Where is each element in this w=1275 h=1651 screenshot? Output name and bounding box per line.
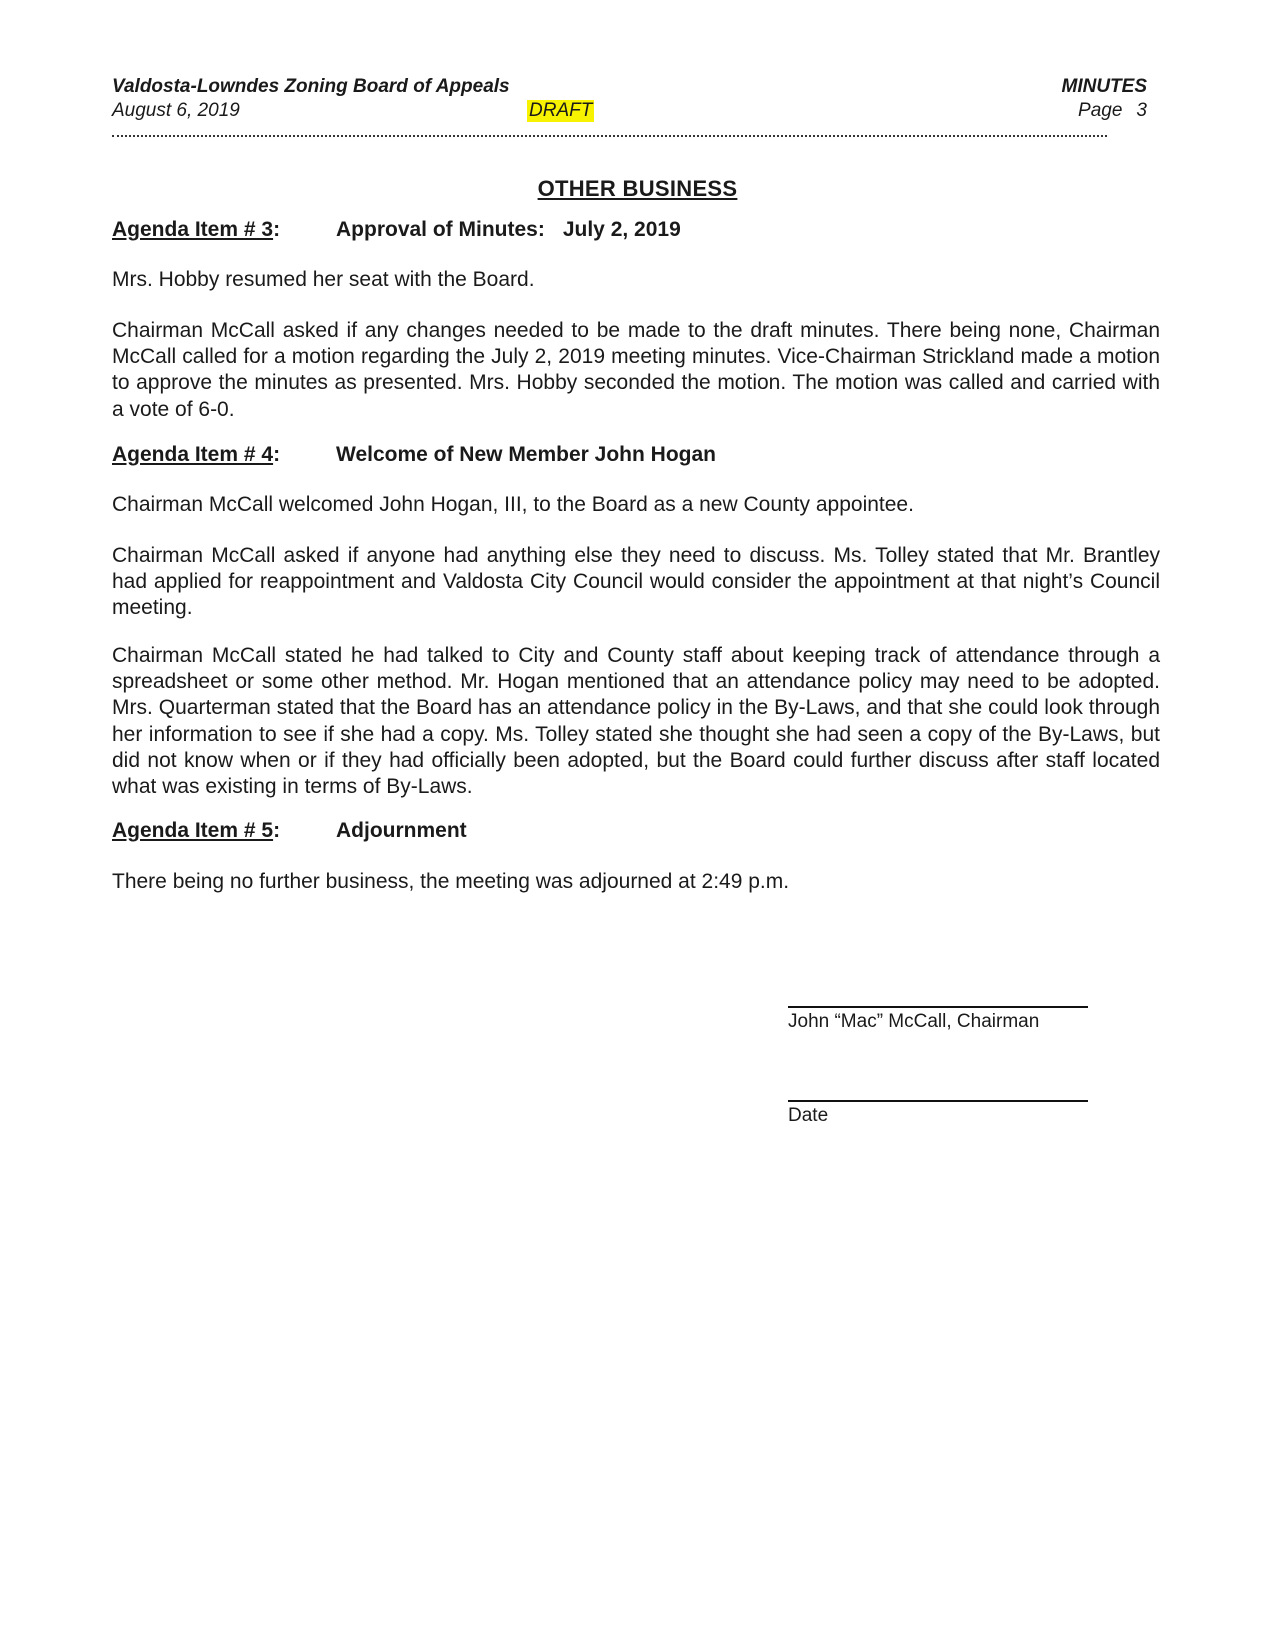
draft-highlight-badge: DRAFT <box>529 100 593 121</box>
agenda-item-3-title <box>336 217 681 243</box>
agenda-item-3-paragraph-1: Mrs. Hobby resumed her seat with the Board. <box>112 268 535 291</box>
agenda-item-5-paragraph-1: There being no further business, the meeting was adjourned at 2:49 p.m. <box>112 870 790 893</box>
page-label: Page <box>1078 100 1123 121</box>
agenda-item-4-title: Welcome of New Member John Hogan <box>336 443 716 466</box>
agenda-item-4-paragraph-1: Chairman McCall welcomed John Hogan, III, to the Board as a new County appointee. <box>112 493 914 516</box>
agenda-item-5-title: Adjournment <box>336 819 467 842</box>
chairman-signature-label: John “Mac” McCall, Chairman <box>788 1011 1040 1032</box>
page-number: 3 <box>1136 100 1147 121</box>
agenda-item-3-heading <box>112 217 681 243</box>
agenda-item-4-heading <box>112 442 716 468</box>
agenda-item-4-colon: : <box>273 443 281 466</box>
agenda-item-4-paragraph-3: Chairman McCall stated he had talked to City and County staff about keeping track of attendance through a spreadsheet or some other method. Mr. Hogan mentioned that an attendance policy may need to be adopted. Mrs. Quarterman stated that the Board has an attendance policy in the By-Laws, and that she could look through her information to see if she had a copy. Ms. Tolley stated she thought she had seen a copy of the By-Laws, but did not know when or if they had officially been adopted, but the Board could further discuss after staff located what was existing in terms of By-Laws. <box>112 644 1160 799</box>
agenda-item-4-paragraph-2: Chairman McCall asked if anyone had anything else they need to discuss. Ms. Tolley stated that Mr. Brantley had applied for reappointment and Valdosta City Council would consider the appointment at that night’s Council meeting. <box>112 544 1160 620</box>
agenda-item-5-colon: : <box>273 819 281 842</box>
section-title: OTHER BUSINESS <box>537 176 738 201</box>
date-signature-label: Date <box>788 1105 829 1126</box>
agenda-item-3-label: Agenda Item # 3 <box>112 218 274 241</box>
agenda-item-3-colon: : <box>273 218 281 241</box>
agenda-item-3-title-date: July 2, 2019 <box>562 218 681 241</box>
date-signature-line <box>788 1100 1088 1102</box>
agenda-item-3-title-text: Approval of Minutes: <box>336 218 545 241</box>
header-date: August 6, 2019 <box>112 100 240 121</box>
header-doc-type: MINUTES <box>1061 76 1147 97</box>
agenda-item-3-paragraph-2: Chairman McCall asked if any changes needed to be made to the draft minutes. There being none, Chairman McCall called for a motion regarding the July 2, 2019 meeting minutes. Vice-Chairman Strickland made a motion to approve the minutes as presented. Mrs. Hobby seconded the motion. The motion was called and carried with a vote of 6-0. <box>112 319 1160 421</box>
chairman-signature-line <box>788 1006 1088 1008</box>
agenda-item-5-heading <box>112 818 467 844</box>
header-organization: Valdosta-Lowndes Zoning Board of Appeals <box>112 76 510 97</box>
header-page-number <box>1078 100 1147 122</box>
header-dotted-divider <box>112 135 1107 137</box>
agenda-item-4-label: Agenda Item # 4 <box>112 443 274 466</box>
agenda-item-5-label: Agenda Item # 5 <box>112 819 274 842</box>
